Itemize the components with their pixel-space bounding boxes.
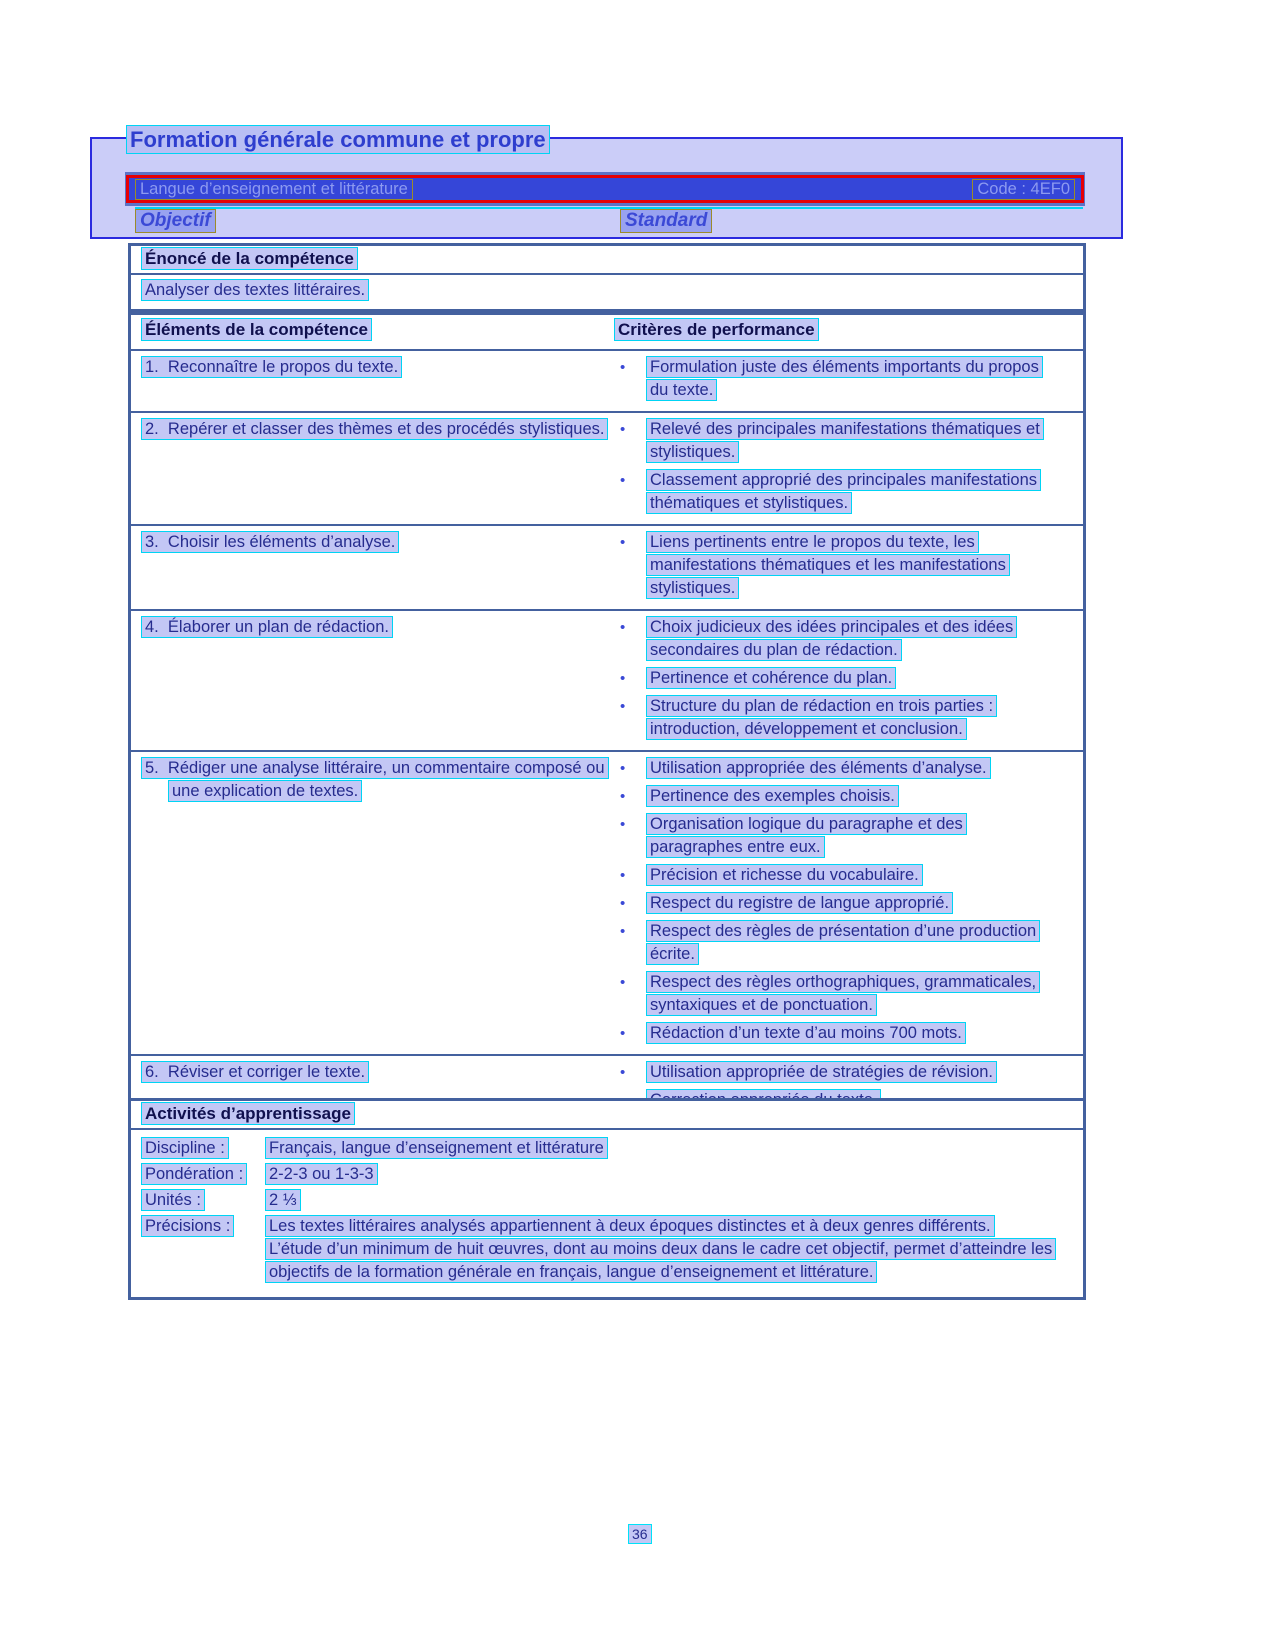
field-precisions — [141, 1215, 1073, 1284]
table-row — [131, 349, 1083, 411]
objectif-standard-row — [125, 208, 1085, 234]
criterion-text: Utilisation appropriée de stratégies de révision. — [646, 1061, 997, 1083]
enonce-table — [128, 243, 1086, 312]
elements-header-cell — [131, 315, 613, 349]
criteres-header-cell — [613, 315, 1083, 349]
element-text: 2. Repérer et classer des thèmes et des procédés stylistiques. — [141, 418, 608, 440]
element-text: 3. Choisir les éléments d’analyse. — [141, 531, 399, 553]
competence-table — [128, 312, 1086, 1124]
field-value: 2 ⅓ — [265, 1189, 301, 1211]
bullet-icon: • — [620, 974, 626, 991]
field-label: Pondération : — [141, 1163, 247, 1185]
bullet-icon: • — [620, 670, 626, 687]
criterion-text: Pertinence des exemples choisis. — [646, 785, 899, 807]
bullet-icon: • — [620, 421, 626, 438]
activites-table — [128, 1098, 1086, 1300]
standard-label: Standard — [620, 209, 712, 233]
field-value: 2-2-3 ou 1-3-3 — [265, 1163, 378, 1185]
subject-bar — [125, 172, 1085, 206]
field-value: Français, langue d’enseignement et littérature — [265, 1137, 608, 1159]
criterion-text: Organisation logique du paragraphe et des paragraphes entre eux. — [646, 813, 967, 858]
element-text: 4. Élaborer un plan de rédaction. — [141, 616, 393, 638]
subject-name: Langue d’enseignement et littérature — [135, 179, 413, 200]
enonce-header: Énoncé de la compétence — [141, 247, 358, 270]
criterion-text: Utilisation appropriée des éléments d’analyse. — [646, 757, 991, 779]
field-ponderation — [141, 1163, 1073, 1186]
criterion-text: Rédaction d’un texte d’au moins 700 mots. — [646, 1022, 966, 1044]
field-discipline — [141, 1137, 1073, 1160]
objectif-label: Objectif — [135, 209, 216, 233]
activites-header-row — [131, 1101, 1083, 1130]
criterion-text: Relevé des principales manifestations thématiques et stylistiques. — [646, 418, 1044, 463]
section-title — [126, 127, 550, 153]
bullet-icon: • — [620, 698, 626, 715]
bullet-icon: • — [620, 760, 626, 777]
bullet-icon: • — [620, 867, 626, 884]
bullet-icon: • — [620, 359, 626, 376]
criterion-text: Choix judicieux des idées principales et des idées secondaires du plan de rédaction. — [646, 616, 1017, 661]
criterion-text: Respect du registre de langue approprié. — [646, 892, 953, 914]
criterion-text: Formulation juste des éléments importants du propos du texte. — [646, 356, 1043, 401]
activites-body — [131, 1130, 1083, 1297]
bullet-icon: • — [620, 1064, 626, 1081]
criterion-text: Précision et richesse du vocabulaire. — [646, 864, 923, 886]
field-label: Précisions : — [141, 1215, 234, 1237]
element-text: 6. Réviser et corriger le texte. — [141, 1061, 369, 1083]
bullet-icon: • — [620, 923, 626, 940]
field-value-paragraph: Les textes littéraires analysés appartiennent à deux époques distinctes et à deux genres différents. — [265, 1215, 995, 1237]
field-unites — [141, 1189, 1073, 1212]
subject-bar-frame — [126, 175, 1084, 203]
bullet-icon: • — [620, 534, 626, 551]
field-value-paragraph: L’étude d’un minimum de huit œuvres, dont au moins deux dans le cadre cet objectif, permet d’atteindre les objectifs de la formation générale en français, langue d’enseignement et littérature. — [265, 1238, 1056, 1283]
bullet-icon: • — [620, 472, 626, 489]
subject-code: Code : 4EF0 — [972, 179, 1075, 200]
table-row — [131, 609, 1083, 750]
field-label: Unités : — [141, 1189, 205, 1211]
section-title-text: Formation générale commune et propre — [126, 125, 550, 154]
top-banner — [90, 127, 1123, 239]
bullet-icon: • — [620, 895, 626, 912]
enonce-header-row — [131, 246, 1083, 275]
criterion-text: Pertinence et cohérence du plan. — [646, 667, 896, 689]
criterion-text: Structure du plan de rédaction en trois parties : introduction, développement et conclusion. — [646, 695, 997, 740]
element-text: 1. Reconnaître le propos du texte. — [141, 356, 402, 378]
table-row — [131, 750, 1083, 1054]
criterion-text: Liens pertinents entre le propos du texte, les manifestations thématiques et les manifestations stylistiques. — [646, 531, 1010, 599]
competence-header-row — [131, 315, 1083, 349]
page-number: 36 — [628, 1524, 652, 1544]
enonce-body-row — [131, 275, 1083, 309]
page-number-container — [628, 1526, 652, 1542]
ocr-line-rule — [135, 207, 1083, 209]
element-text: 5. Rédiger une analyse littéraire, un commentaire composé ou une explication de textes. — [141, 757, 609, 802]
elements-header: Éléments de la compétence — [141, 318, 372, 341]
field-label: Discipline : — [141, 1137, 229, 1159]
bullet-icon: • — [620, 816, 626, 833]
criteres-header: Critères de performance — [614, 318, 819, 341]
criterion-text: Respect des règles orthographiques, grammaticales, syntaxiques et de ponctuation. — [646, 971, 1040, 1016]
table-row — [131, 524, 1083, 609]
bullet-icon: • — [620, 788, 626, 805]
bullet-icon: • — [620, 619, 626, 636]
enonce-statement: Analyser des textes littéraires. — [141, 279, 369, 301]
table-row — [131, 411, 1083, 524]
bullet-icon: • — [620, 1025, 626, 1042]
criterion-text: Classement approprié des principales manifestations thématiques et stylistiques. — [646, 469, 1041, 514]
criterion-text: Respect des règles de présentation d’une production écrite. — [646, 920, 1040, 965]
activites-header: Activités d’apprentissage — [141, 1102, 355, 1125]
